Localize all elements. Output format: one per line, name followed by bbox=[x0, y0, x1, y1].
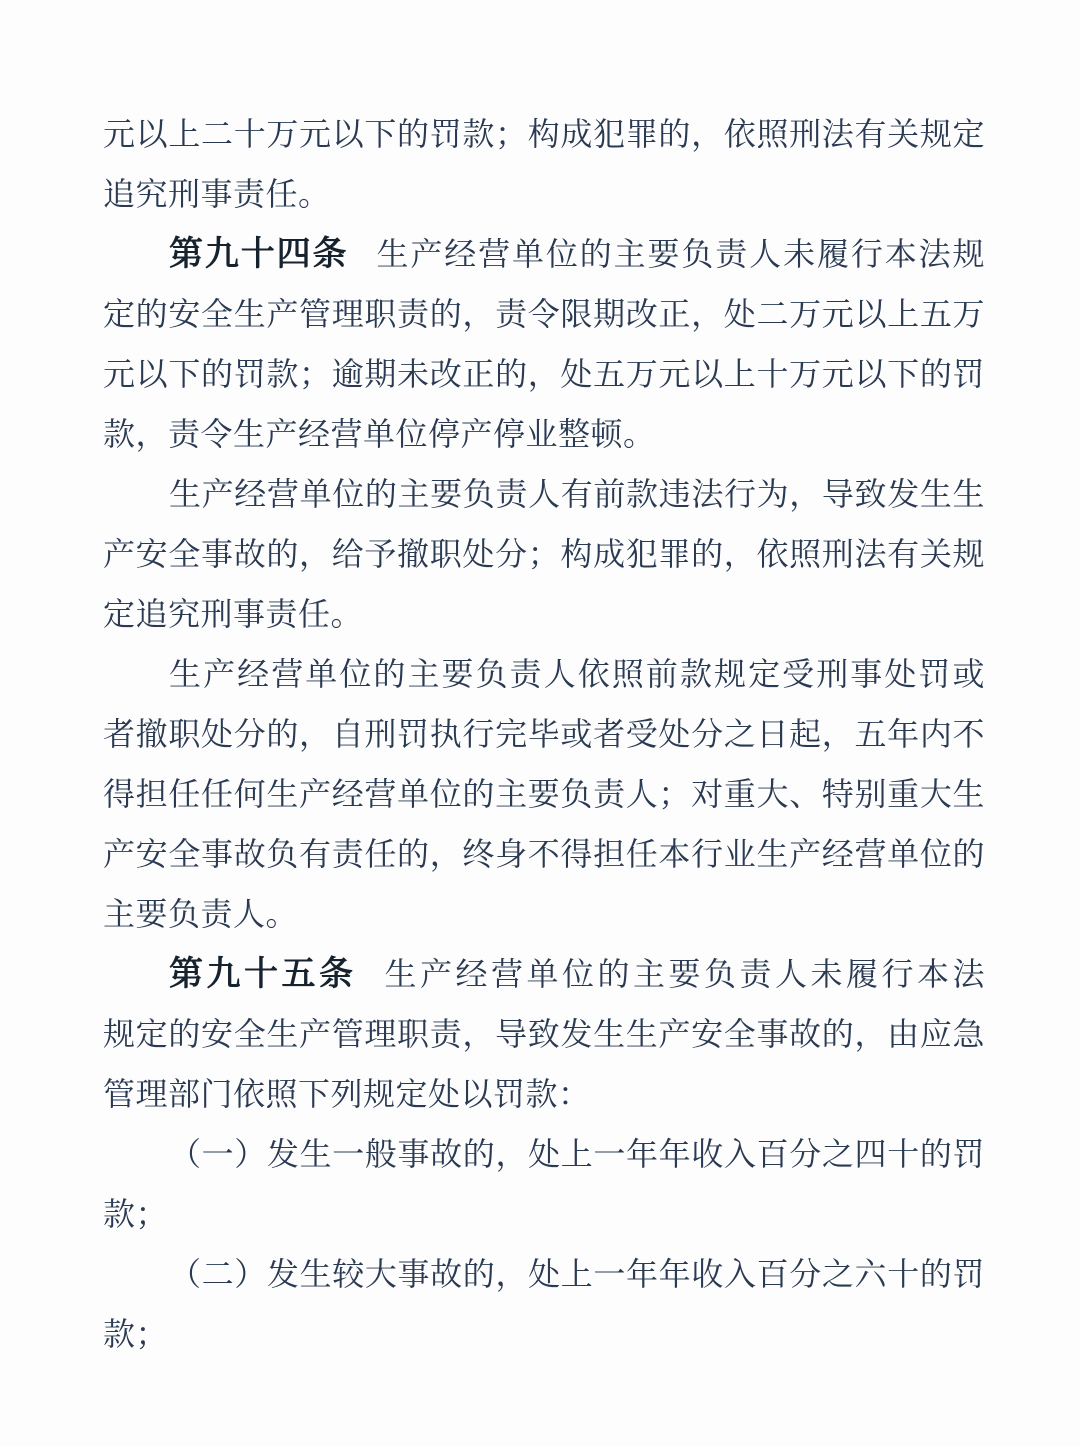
text-line bbox=[103, 1184, 985, 1244]
document-body bbox=[103, 104, 985, 1364]
text-line bbox=[103, 1064, 985, 1124]
line-text: 款； bbox=[103, 1316, 169, 1352]
line-text: （一）发生一般事故的，处上一年年收入百分之四十的罚 bbox=[169, 1136, 985, 1172]
line-text: 款，责令生产经营单位停产停业整顿。 bbox=[103, 416, 656, 452]
line-text: 元以下的罚款；逾期未改正的，处五万元以上十万元以下的罚 bbox=[103, 356, 985, 392]
line-text: 规定的安全生产管理职责，导致发生生产安全事故的，由应急 bbox=[103, 1016, 985, 1052]
text-line bbox=[103, 1124, 985, 1184]
article-heading-line bbox=[103, 224, 985, 284]
line-text: 定追究刑事责任。 bbox=[103, 596, 364, 632]
text-line bbox=[103, 524, 985, 584]
line-text: （二）发生较大事故的，处上一年年收入百分之六十的罚 bbox=[169, 1256, 985, 1292]
line-text: 生产经营单位的主要负责人依照前款规定受刑事处罚或 bbox=[169, 656, 985, 692]
line-text: 生产经营单位的主要负责人未履行本法规 bbox=[376, 236, 985, 272]
text-line bbox=[103, 644, 985, 704]
line-text: 元以上二十万元以下的罚款；构成犯罪的，依照刑法有关规定 bbox=[103, 116, 985, 152]
text-line bbox=[103, 104, 985, 164]
text-line bbox=[103, 764, 985, 824]
line-text: 定的安全生产管理职责的，责令限期改正，处二万元以上五万 bbox=[103, 296, 985, 332]
text-line bbox=[103, 164, 985, 224]
line-text: 生产经营单位的主要负责人有前款违法行为，导致发生生 bbox=[169, 476, 985, 512]
line-text: 产安全事故负有责任的，终身不得担任本行业生产经营单位的 bbox=[103, 836, 985, 872]
text-line bbox=[103, 824, 985, 884]
text-line bbox=[103, 404, 985, 464]
line-text: 款； bbox=[103, 1196, 169, 1232]
line-text: 追究刑事责任。 bbox=[103, 176, 331, 212]
article-heading-line bbox=[103, 944, 985, 1004]
line-text: 主要负责人。 bbox=[103, 896, 299, 932]
line-text: 得担任任何生产经营单位的主要负责人；对重大、特别重大生 bbox=[103, 776, 985, 812]
line-text: 者撤职处分的，自刑罚执行完毕或者受处分之日起，五年内不 bbox=[103, 716, 985, 752]
text-line bbox=[103, 344, 985, 404]
line-text: 管理部门依照下列规定处以罚款： bbox=[103, 1076, 591, 1112]
article-number: 第九十四条 bbox=[169, 235, 349, 273]
line-text: 生产经营单位的主要负责人未履行本法 bbox=[384, 956, 985, 992]
text-line bbox=[103, 584, 985, 644]
text-line bbox=[103, 884, 985, 944]
text-line bbox=[103, 1244, 985, 1304]
text-line bbox=[103, 1304, 985, 1364]
article-number: 第九十五条 bbox=[169, 955, 357, 993]
line-text: 产安全事故的，给予撤职处分；构成犯罪的，依照刑法有关规 bbox=[103, 536, 985, 572]
text-line bbox=[103, 1004, 985, 1064]
text-line bbox=[103, 464, 985, 524]
text-line bbox=[103, 284, 985, 344]
text-line bbox=[103, 704, 985, 764]
